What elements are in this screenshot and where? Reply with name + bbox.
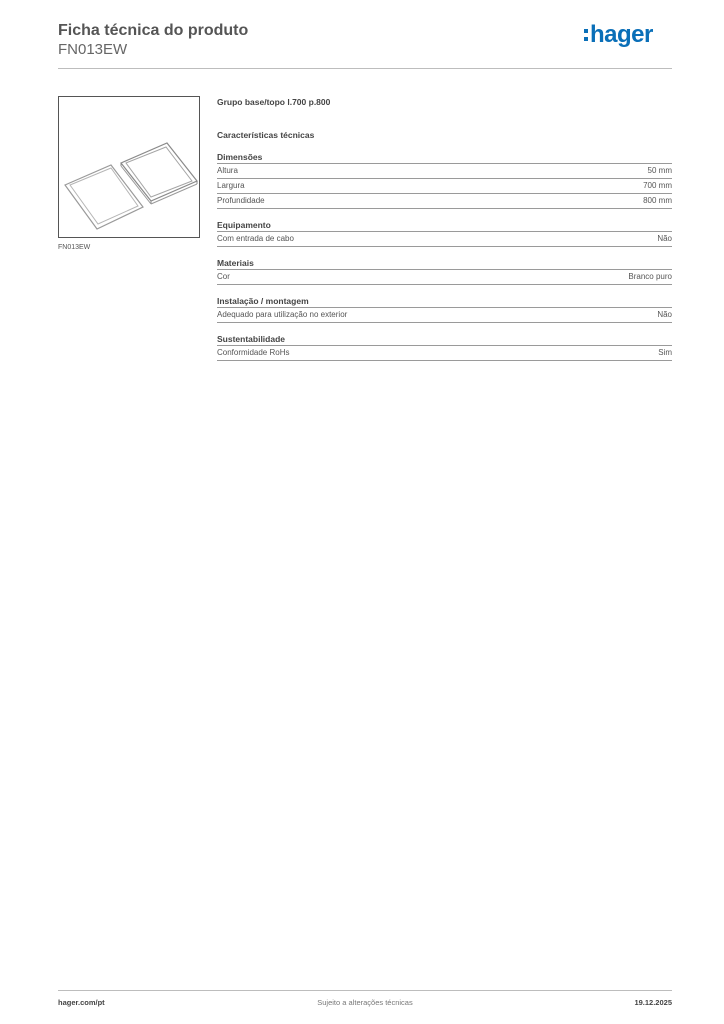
spec-row-width	[217, 179, 672, 194]
section-materials	[217, 257, 672, 285]
footer-note: Sujeito a alterações técnicas	[317, 998, 413, 1007]
spec-value: Sim	[658, 348, 672, 357]
section-title: Sustentabilidade	[217, 333, 672, 346]
product-image	[58, 96, 200, 238]
spec-row-outdoor-use	[217, 308, 672, 323]
section-title: Instalação / montagem	[217, 295, 672, 308]
spec-row-rohs	[217, 346, 672, 361]
spec-value: 800 mm	[643, 196, 672, 205]
spec-value: Não	[657, 310, 672, 319]
section-title: Dimensões	[217, 151, 672, 164]
spec-row-color	[217, 270, 672, 285]
spec-value: Branco puro	[628, 272, 672, 281]
spec-label: Com entrada de cabo	[217, 234, 294, 243]
page-header	[58, 20, 672, 70]
section-dimensions	[217, 151, 672, 209]
spec-value: Não	[657, 234, 672, 243]
section-sustainability	[217, 333, 672, 361]
spec-value: 50 mm	[647, 166, 672, 175]
spec-label: Altura	[217, 166, 238, 175]
section-title: Materiais	[217, 257, 672, 270]
spec-value: 700 mm	[643, 181, 672, 190]
section-equipment	[217, 219, 672, 247]
tech-characteristics-heading: Características técnicas	[217, 130, 315, 140]
section-title: Equipamento	[217, 219, 672, 232]
product-code: FN013EW	[58, 41, 128, 58]
spec-label: Largura	[217, 181, 245, 190]
spec-label: Cor	[217, 272, 230, 281]
section-installation	[217, 295, 672, 323]
spec-row-depth	[217, 194, 672, 209]
header-divider	[58, 68, 672, 69]
hager-logo	[582, 20, 672, 48]
footer-date: 19.12.2025	[634, 998, 672, 1007]
logo-text: hager	[590, 21, 653, 48]
spec-label: Adequado para utilização no exterior	[217, 310, 348, 319]
spec-row-cable-entry	[217, 232, 672, 247]
spec-label: Profundidade	[217, 196, 265, 205]
product-frames-image	[59, 97, 199, 237]
spec-row-height	[217, 164, 672, 179]
spec-label: Conformidade RoHs	[217, 348, 290, 357]
footer-website-link[interactable]: hager.com/pt	[58, 998, 105, 1007]
footer-divider	[58, 990, 672, 991]
spec-content	[217, 96, 672, 361]
page-footer	[58, 998, 672, 1010]
document-title: Ficha técnica do produto	[58, 22, 249, 39]
product-name: Grupo base/topo l.700 p.800	[217, 97, 331, 107]
image-caption: FN013EW	[58, 244, 91, 251]
